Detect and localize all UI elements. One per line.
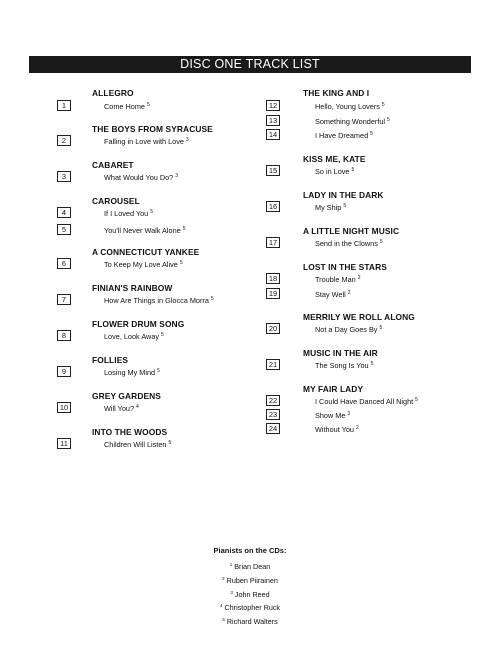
show-title: FOLLIES xyxy=(92,355,129,365)
track-number-box: 5 xyxy=(57,224,71,235)
track-number-box: 7 xyxy=(57,294,71,305)
song-title xyxy=(104,331,164,341)
pianist-footnote-number: 5 xyxy=(222,617,225,623)
song-name: To Keep My Love Alive xyxy=(104,260,178,269)
pianist-footnote-number: 3 xyxy=(230,589,233,595)
track-number-box: 1 xyxy=(57,100,71,111)
pianist-name: Richard Walters xyxy=(226,617,278,627)
pianist-footnote-number: 1 xyxy=(229,562,233,567)
song-title xyxy=(315,274,360,284)
pianist-footnote: 5 xyxy=(381,102,385,108)
pianist-entry xyxy=(150,573,350,587)
song-name: Falling in Love with Love xyxy=(104,137,184,146)
song-name: I Could Have Danced All Night xyxy=(315,397,414,406)
pianist-footnote: 5 xyxy=(379,325,383,331)
show-title: GREY GARDENS xyxy=(92,391,161,401)
pianist-entry xyxy=(150,600,350,614)
track-number-box: 10 xyxy=(57,402,71,413)
pianist-footnote: 3 xyxy=(185,137,189,143)
track-number-box: 22 xyxy=(266,395,280,406)
track-number-box: 20 xyxy=(266,323,280,334)
pianist-list xyxy=(150,559,350,628)
song-title xyxy=(104,367,160,377)
pianist-footnote: 5 xyxy=(415,397,418,403)
track-number-box: 13 xyxy=(266,115,280,126)
song-title xyxy=(104,101,150,111)
song-name: I Have Dreamed xyxy=(315,131,369,140)
track-number-box: 14 xyxy=(266,129,280,140)
song-name: If I Loved You xyxy=(104,209,149,218)
track-number-box: 19 xyxy=(266,288,280,299)
song-title xyxy=(104,172,178,182)
pianist-footnote-number: 4 xyxy=(219,603,223,609)
song-name: Trouble Man xyxy=(315,275,356,284)
song-title xyxy=(315,202,346,212)
song-title xyxy=(315,130,373,140)
show-title: A CONNECTICUT YANKEE xyxy=(92,247,200,257)
song-name: Without You xyxy=(315,425,354,434)
track-number-box: 8 xyxy=(57,330,71,341)
track-number-box: 15 xyxy=(266,165,280,176)
song-name: Show Me xyxy=(315,411,346,420)
song-name: You'll Never Walk Alone xyxy=(104,226,181,235)
show-title: CABARET xyxy=(92,160,134,170)
pianist-entry xyxy=(150,587,350,601)
pianists-section xyxy=(150,546,350,628)
song-title xyxy=(104,136,189,146)
show-title: LOST IN THE STARS xyxy=(303,262,387,272)
song-title xyxy=(104,439,171,449)
song-title xyxy=(315,238,383,248)
pianist-footnote: 5 xyxy=(161,332,164,338)
track-number-box: 2 xyxy=(57,135,71,146)
song-name: Something Wonderful xyxy=(315,117,386,126)
pianist-footnote: 5 xyxy=(370,361,374,367)
track-number-box: 6 xyxy=(57,258,71,269)
song-name: My Ship xyxy=(315,203,342,212)
song-name: Love, Look Away xyxy=(104,332,160,341)
song-name: So in Love xyxy=(315,167,350,176)
show-title: THE KING AND I xyxy=(303,88,370,98)
pianist-name: Brian Dean xyxy=(234,562,271,571)
track-number-box: 18 xyxy=(266,273,280,284)
song-name: Come Home xyxy=(104,102,145,111)
pianist-footnote: 5 xyxy=(370,131,373,137)
pianist-name: Ruben Piirainen xyxy=(226,575,278,585)
song-title xyxy=(315,424,359,434)
pianist-footnote: 2 xyxy=(355,425,359,431)
pianist-footnote: 3 xyxy=(347,411,351,417)
song-name: Will You? xyxy=(104,404,135,413)
pianist-footnote: 5 xyxy=(146,102,150,108)
pianist-name: John Reed xyxy=(234,589,270,599)
song-title xyxy=(315,101,385,111)
pianist-footnote-number: 2 xyxy=(222,575,225,581)
show-title: MY FAIR LADY xyxy=(303,384,364,394)
pianist-footnote: 5 xyxy=(179,260,183,266)
track-number-box: 3 xyxy=(57,171,71,182)
song-name: Children Will Listen xyxy=(104,440,167,449)
song-title xyxy=(315,324,382,334)
track-number-box: 9 xyxy=(57,366,71,377)
song-title xyxy=(104,295,214,305)
pianist-footnote: 2 xyxy=(357,275,361,281)
show-title: LADY IN THE DARK xyxy=(303,190,384,200)
song-title xyxy=(104,208,153,218)
track-number-box: 21 xyxy=(266,359,280,370)
song-title xyxy=(315,396,418,406)
song-name: What Would You Do? xyxy=(104,173,174,182)
show-title: MERRILY WE ROLL ALONG xyxy=(303,312,415,322)
song-title xyxy=(104,403,139,413)
song-name: Stay Well xyxy=(315,290,346,299)
pianist-footnote: 5 xyxy=(157,368,160,374)
song-title xyxy=(104,225,185,235)
track-number-box: 16 xyxy=(266,201,280,212)
pianist-name: Christopher Ruck xyxy=(224,603,281,613)
track-number-box: 4 xyxy=(57,207,71,218)
song-name: Not a Day Goes By xyxy=(315,325,378,334)
pianist-footnote: 4 xyxy=(136,404,139,410)
show-title: A LITTLE NIGHT MUSIC xyxy=(303,226,400,236)
show-title: THE BOYS FROM SYRACUSE xyxy=(92,124,213,134)
pianist-footnote: 2 xyxy=(347,290,351,296)
song-title xyxy=(315,360,373,370)
song-name: Send in the Clowns xyxy=(315,239,378,248)
pianist-footnote: 5 xyxy=(182,226,186,232)
song-title xyxy=(315,166,354,176)
track-number-box: 12 xyxy=(266,100,280,111)
show-title: CAROUSEL xyxy=(92,196,140,206)
pianist-footnote: 5 xyxy=(210,296,214,302)
show-title: ALLEGRO xyxy=(92,88,134,98)
song-name: Losing My Mind xyxy=(104,368,156,377)
show-title: MUSIC IN THE AIR xyxy=(303,348,378,358)
track-number-box: 17 xyxy=(266,237,280,248)
track-number-box: 11 xyxy=(57,438,71,449)
pianist-footnote: 5 xyxy=(379,239,383,245)
song-title xyxy=(315,116,390,126)
pianist-entry xyxy=(150,614,350,628)
show-title: FINIAN'S RAINBOW xyxy=(92,283,173,293)
song-title xyxy=(315,289,350,299)
pianist-footnote: 5 xyxy=(150,209,154,215)
song-title xyxy=(315,410,350,420)
song-title xyxy=(104,259,183,269)
pianist-footnote: 5 xyxy=(168,440,172,446)
pianist-footnote: 5 xyxy=(343,203,347,209)
song-name: The Song Is You xyxy=(315,361,369,370)
pianist-footnote: 5 xyxy=(387,117,390,123)
pianist-entry xyxy=(150,559,350,573)
track-number-box: 24 xyxy=(266,423,280,434)
track-list-banner: DISC ONE TRACK LIST xyxy=(29,56,471,73)
song-name: Hello, Young Lovers xyxy=(315,102,380,111)
track-number-box: 23 xyxy=(266,409,280,420)
show-title: FLOWER DRUM SONG xyxy=(92,319,185,329)
show-title: INTO THE WOODS xyxy=(92,427,168,437)
pianist-footnote: 3 xyxy=(175,173,179,179)
pianists-heading: Pianists on the CDs: xyxy=(213,546,287,555)
song-name: How Are Things in Glocca Morra xyxy=(104,296,209,305)
show-title: KISS ME, KATE xyxy=(303,154,366,164)
pianist-footnote: 5 xyxy=(351,167,355,173)
